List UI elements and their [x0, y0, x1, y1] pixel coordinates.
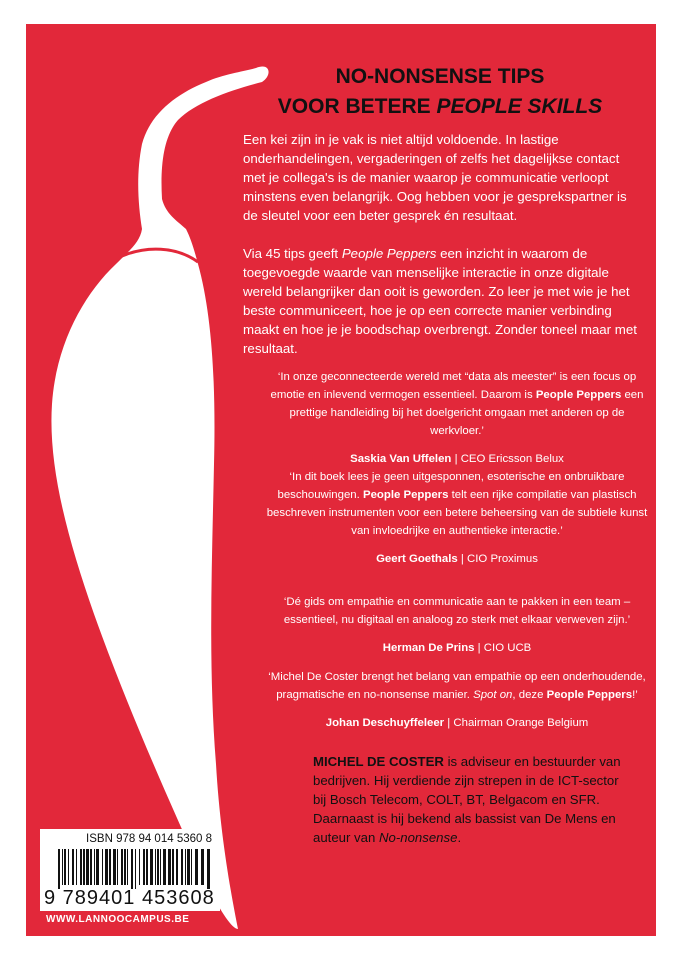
headline-line-2	[240, 92, 640, 122]
author-role: | CIO UCB	[474, 642, 532, 654]
barcode-bar	[172, 849, 174, 885]
quote-text	[262, 368, 652, 440]
book-back-cover	[26, 24, 656, 936]
barcode-bar	[68, 849, 69, 885]
barcode-bars	[48, 849, 214, 889]
barcode-bar	[187, 849, 190, 885]
isbn-label: ISBN 978 94 014 5360 8	[86, 833, 212, 845]
barcode-bar	[127, 849, 128, 885]
barcode-bar	[64, 849, 66, 885]
barcode-bar	[109, 849, 111, 885]
barcode-bar	[83, 849, 85, 885]
emphasis: Spot on	[473, 689, 513, 701]
author-name: Johan Deschuyffeleer	[325, 717, 445, 729]
quote-author	[262, 639, 652, 657]
barcode-bar	[143, 849, 145, 885]
author-role: | CIO Proximus	[457, 553, 538, 565]
book-title: People Peppers	[341, 246, 437, 261]
barcode-bar	[155, 849, 156, 885]
publisher-url[interactable]: WWW.LANNOOCAMPUS.BE	[46, 914, 190, 925]
book-title: People Peppers	[535, 389, 622, 401]
author-role: | CEO Ericsson Belux	[451, 453, 564, 465]
barcode-bar	[58, 849, 60, 889]
text: een prettige handleiding bij het doelgericht omgaan met anderen op de werkvloer.’	[289, 389, 644, 437]
barcode-bar	[113, 849, 116, 885]
author-name: MICHEL DE COSTER	[313, 754, 444, 769]
barcode-bar	[157, 849, 159, 885]
barcode-bar	[139, 849, 140, 885]
intro-text	[243, 130, 643, 377]
quote-author	[262, 450, 652, 468]
barcode-bar	[201, 849, 204, 885]
text: Via 45 tips geeft	[243, 246, 342, 261]
author-role: | Chairman Orange Belgium	[444, 717, 589, 729]
barcode-bar	[181, 849, 183, 885]
barcode-bar	[121, 849, 123, 885]
text: een inzicht in waarom de toegevoegde waarde van menselijke interactie in onze digitale wereld belangrijker dan ooit is geworden. Zo leer je met wie je het beste communiceert, hoe je op een correcte manier verbinding maakt en hoe je je boodschap overbrengt. Zonder toneel maar met resultaat.	[243, 246, 637, 356]
barcode-bar	[146, 849, 148, 885]
barcode-bar	[195, 849, 198, 885]
barcode-bar	[90, 849, 92, 885]
barcode-bar	[185, 849, 186, 885]
quote-4	[262, 668, 652, 732]
barcode-bar	[86, 849, 89, 885]
text: , deze	[512, 689, 547, 701]
author-name: Saskia Van Uffelen	[350, 453, 452, 465]
text: !’	[632, 689, 638, 701]
headline-line-1: NO-NONSENSE TIPS	[335, 65, 545, 88]
quote-2	[262, 468, 652, 568]
barcode-bar	[72, 849, 74, 885]
barcode-bar	[131, 849, 133, 889]
barcode-bar	[117, 849, 118, 885]
barcode	[40, 829, 220, 911]
author-name: Herman De Prins	[382, 642, 475, 654]
barcode-bar	[76, 849, 77, 885]
barcode-bar	[160, 849, 161, 885]
text: .	[457, 830, 462, 845]
barcode-bar	[80, 849, 82, 885]
barcode-bar	[176, 849, 178, 885]
book-title: No-nonsense	[378, 830, 458, 845]
headline-italic: PEOPLE SKILLS	[436, 95, 603, 118]
text: ‘In onze geconnecteerde wereld met “data als meester” is een focus op emotie en inlevend vermogen essentieel. Daarom is	[270, 371, 637, 401]
ean-digits: 9 789401 453608	[44, 887, 215, 909]
intro-paragraph-1: Een kei zijn in je vak is niet altijd voldoende. In lastige onderhandelingen, vergaderingen of zelfs het dagelijkse contact met je collega's is de manier waarop je communicatie verloopt minstens even belangrijk. Oog hebben voor je gesprekspartner is de sleutel voor een beter gesprek én resultaat.	[243, 132, 627, 223]
quote-text	[262, 593, 652, 629]
quote-author	[262, 714, 652, 732]
barcode-bar	[124, 849, 126, 885]
intro-paragraph-2	[243, 244, 643, 358]
quote-text	[262, 668, 652, 704]
barcode-bar	[191, 849, 192, 885]
headline	[240, 62, 640, 122]
text: ‘Dé gids om empathie en communicatie aan te pakken in een team – essentieel, nu digitaal en analoog zo sterk met elkaar verweven zijn.’	[283, 596, 631, 626]
headline-text: VOOR BETERE	[277, 95, 437, 118]
barcode-bar	[62, 849, 63, 885]
barcode-bar	[168, 849, 171, 885]
barcode-bar	[163, 849, 166, 885]
book-title: People Peppers	[362, 489, 449, 501]
quote-1	[262, 368, 652, 468]
author-name: Geert Goethals	[376, 553, 458, 565]
text: telt een rijke compilatie van plastisch beschreven instrumenten voor een betere beheersing van de subtiele kunst van invloedrijke en authentieke interactie.’	[266, 489, 648, 537]
barcode-bar	[207, 849, 210, 889]
text: ‘In dit boek lees je geen uitgesponnen, esoterische en onbruikbare beschouwingen.	[277, 471, 625, 501]
barcode-bar	[150, 849, 153, 885]
barcode-bar	[94, 849, 95, 885]
barcode-bar	[105, 849, 108, 885]
author-bio	[313, 752, 633, 847]
quote-text	[262, 468, 652, 540]
barcode-bar	[102, 849, 103, 885]
book-title: People Peppers	[546, 689, 633, 701]
barcode-bar	[135, 849, 136, 889]
quote-3	[262, 593, 652, 657]
barcode-bar	[96, 849, 99, 885]
quote-author	[262, 550, 652, 568]
bio-text: is adviseur en bestuurder van bedrijven. Hij verdiende zijn strepen in de ICT-sector bij Bosch Telecom, COLT, BT, Belgacom en SFR. Daarnaast is hij bekend als bassist van De Mens en auteur van	[313, 754, 621, 845]
text: ‘Michel De Coster brengt het belang van empathie op een onderhoudende, pragmatische en no-nonsense manier.	[268, 671, 646, 701]
